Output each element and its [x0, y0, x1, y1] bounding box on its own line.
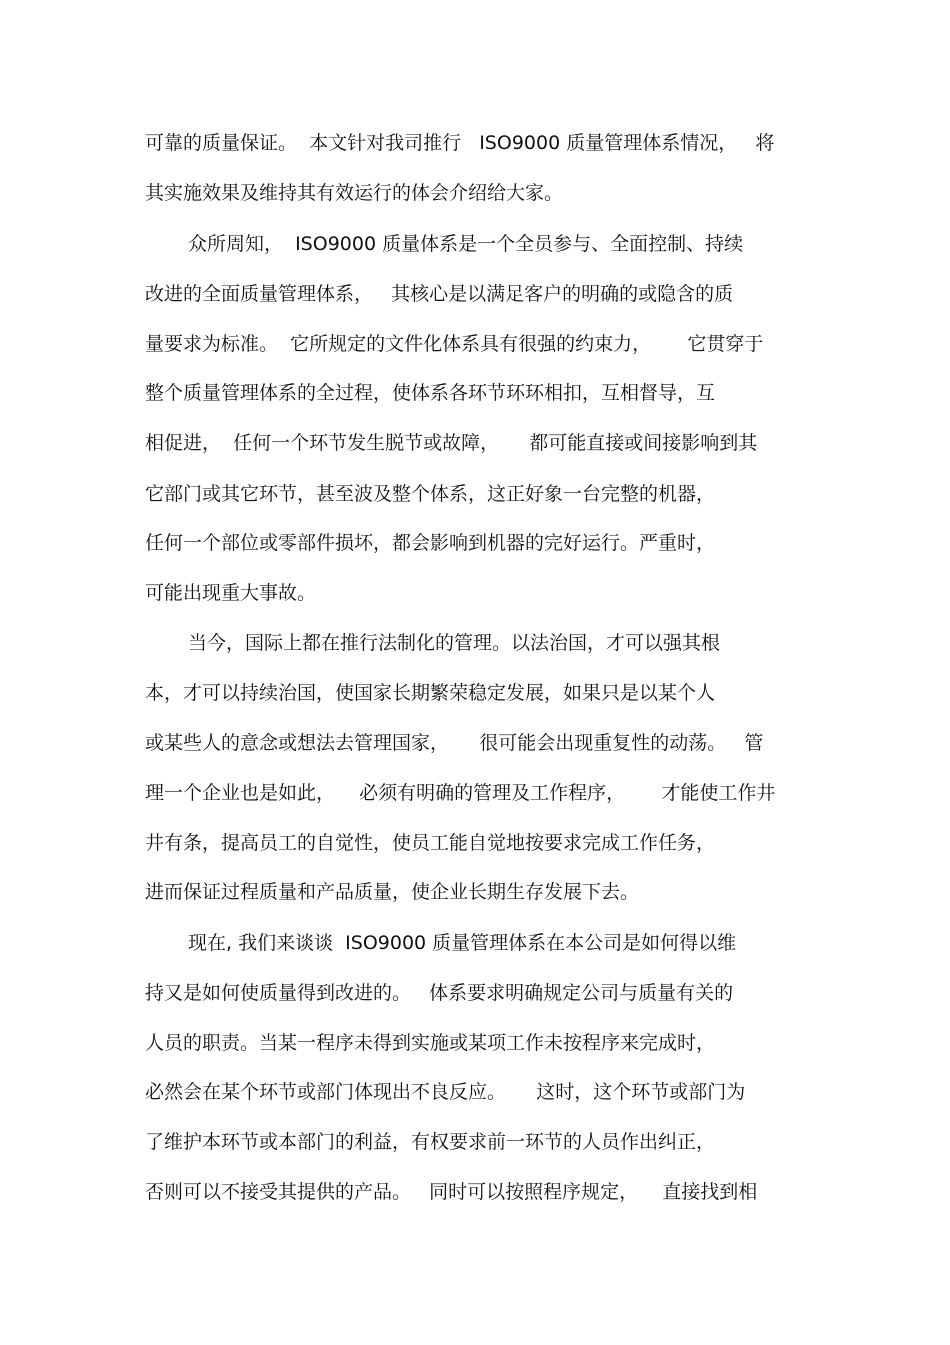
text-line: 必然会在某个环节或部门体现出不良反应。 这时，这个环节或部门为 [145, 1081, 746, 1103]
text-line: 众所周知， ISO9000 质量体系是一个全员参与、全面控制、持续 [188, 233, 744, 255]
text-line: 理一个企业也是如此， 必须有明确的管理及工作程序， 才能使工作井 [145, 782, 776, 804]
text-line: 它部门或其它环节，甚至波及整个体系，这正好象一台完整的机器， [145, 483, 716, 505]
text-line: 改进的全面质量管理体系， 其核心是以满足客户的明确的或隐含的质 [145, 283, 734, 305]
text-line: 整个质量管理体系的全过程，使体系各环节环环相扣，互相督导，互 [145, 382, 716, 404]
text-line: 进而保证过程质量和产品质量，使企业长期生存发展下去。 [145, 881, 640, 903]
text-line: 现在, 我们来谈谈 ISO9000 质量管理体系在本公司是如何得以维 [188, 932, 737, 954]
text-line: 量要求为标准。 它所规定的文件化体系具有很强的约束力， 它贯穿于 [145, 333, 764, 355]
text-line: 当今，国际上都在推行法制化的管理。以法治国，才可以强其根 [188, 632, 721, 654]
text-line: 任何一个部位或零部件损坏，都会影响到机器的完好运行。严重时， [145, 532, 716, 554]
text-line: 否则可以不接受其提供的产品。 同时可以按照程序规定， 直接找到相 [145, 1181, 758, 1203]
text-line: 人员的职责。当某一程序未得到实施或某项工作未按程序来完成时， [145, 1032, 716, 1054]
text-line: 了维护本环节或本部门的利益，有权要求前一环节的人员作出纠正， [145, 1131, 716, 1153]
text-line: 井有条，提高员工的自觉性，使员工能自觉地按要求完成工作任务， [145, 832, 716, 854]
text-line: 持又是如何使质量得到改进的。 体系要求明确规定公司与质量有关的 [145, 982, 734, 1004]
text-line: 相促进， 任何一个环节发生脱节或故障， 都可能直接或间接影响到其 [145, 432, 758, 454]
text-line: 本，才可以持续治国，使国家长期繁荣稳定发展，如果只是以某个人 [145, 682, 716, 704]
text-line: 可靠的质量保证。 本文针对我司推行 ISO9000 质量管理体系情况， 将 [145, 132, 775, 154]
text-line: 可能出现重大事故。 [145, 582, 317, 604]
text-line: 其实施效果及维持其有效运行的体会介绍给大家。 [145, 182, 564, 204]
text-line: 或某些人的意念或想法去管理国家， 很可能会出现重复性的动荡。 管 [145, 732, 764, 754]
